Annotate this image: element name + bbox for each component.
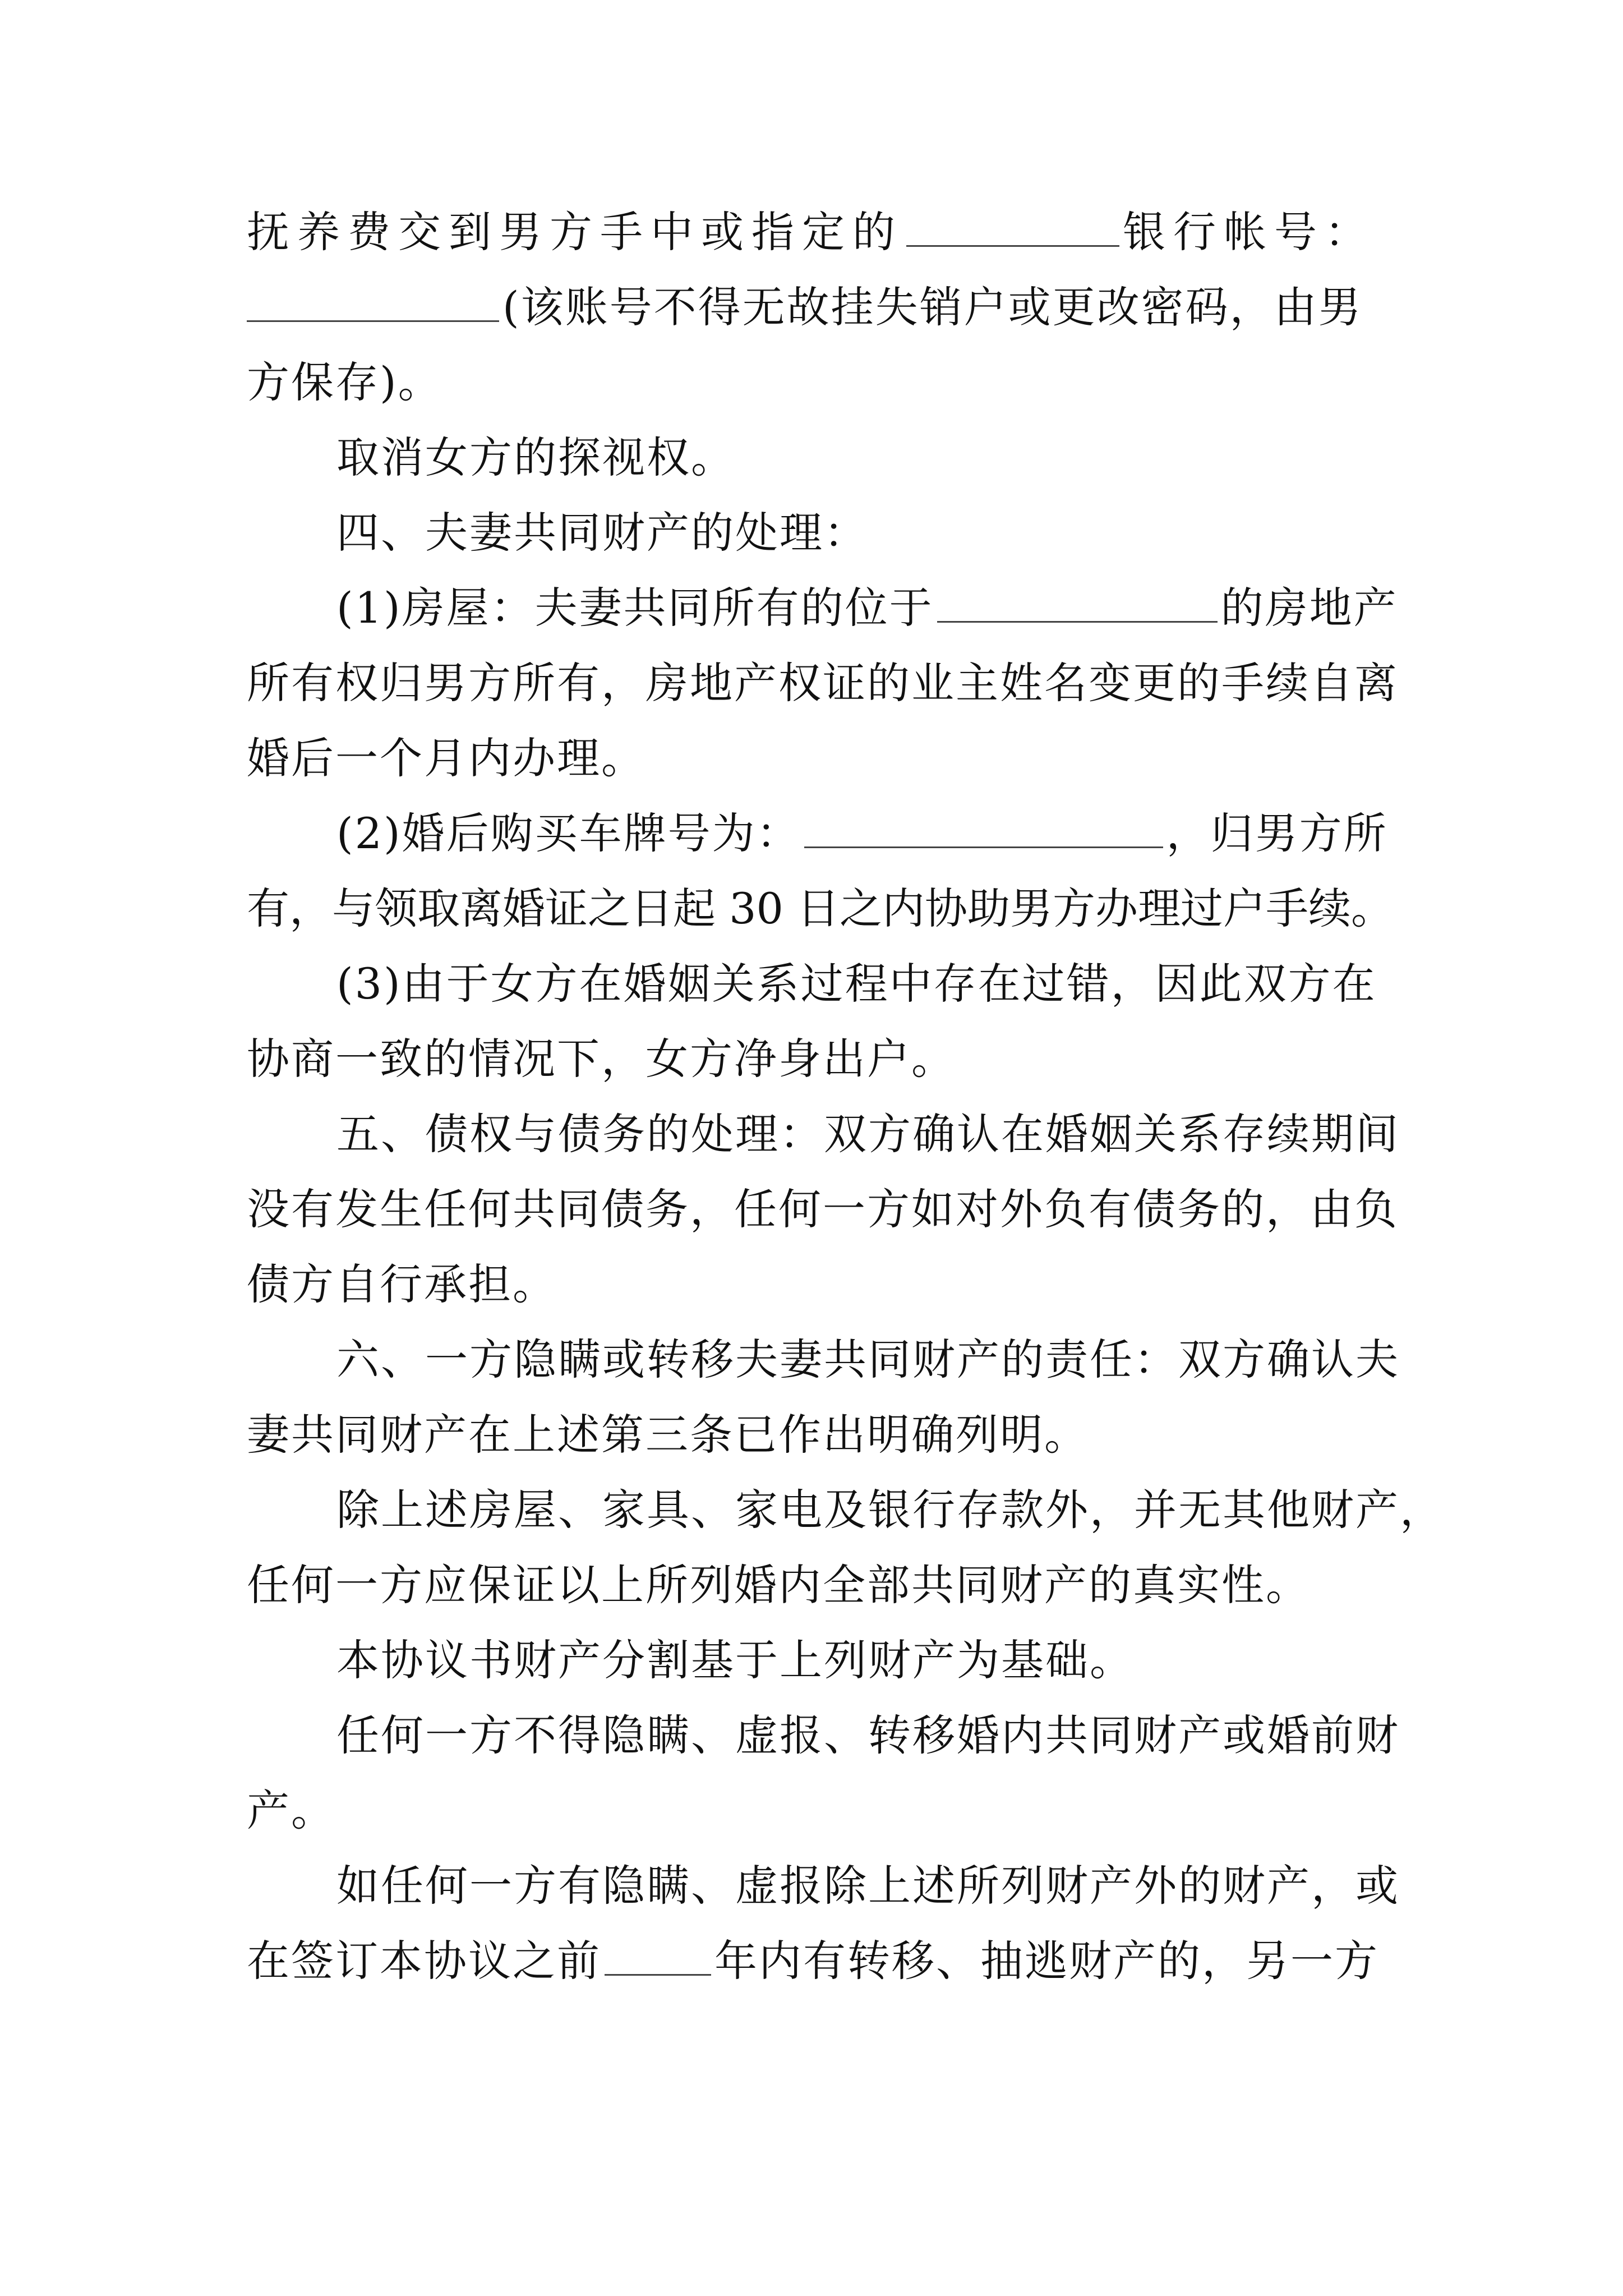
text-segment: 方保存)。	[247, 357, 442, 407]
text-segment: (1)房屋：夫妻共同所有的位于	[336, 583, 934, 633]
paragraph-line-2	[247, 274, 1363, 341]
text-segment: 妻共同财产在上述第三条已作出明确列明。	[247, 1410, 1089, 1460]
text-segment: 婚后一个月内办理。	[247, 733, 645, 783]
text-segment: 债方自行承担。	[247, 1259, 557, 1309]
text-segment: 没有发生任何共同债务，任何一方如对外负有债务的，由负	[247, 1184, 1399, 1234]
text-segment: 如任何一方有隐瞒、虚报除上述所列财产外的财产，或	[336, 1861, 1400, 1911]
section-heading-5	[336, 1101, 1400, 1168]
section-heading-4	[336, 499, 868, 567]
text-segment: 协商一致的情况下，女方净身出户。	[247, 1034, 956, 1084]
paragraph-line-3	[247, 349, 442, 416]
paragraph-line-18	[336, 1476, 1444, 1544]
paragraph-line-7	[247, 650, 1399, 717]
text-segment: (2)婚后购买车牌号为：	[336, 808, 801, 858]
paragraph-line-19	[247, 1552, 1310, 1619]
paragraph-line-1	[247, 199, 1375, 266]
text-segment: 所有权归男方所有，房地产权证的业主姓名变更的手续自离	[247, 658, 1399, 708]
fill-in-blank	[937, 582, 1218, 623]
paragraph-line-23	[336, 1852, 1400, 1920]
fill-in-blank	[605, 1935, 711, 1976]
paragraph-line-14	[247, 1176, 1399, 1243]
paragraph-line-11	[336, 950, 1377, 1018]
paragraph-line-21	[336, 1702, 1400, 1769]
text-segment: (3)由于女方在婚姻关系过程中存在过错，因此双方在	[336, 959, 1377, 1009]
paragraph-line-9	[336, 800, 1388, 867]
paragraph-line-12	[247, 1025, 956, 1093]
text-segment: 本协议书财产分割基于上列财产为基础。	[336, 1635, 1134, 1685]
paragraph-line-6	[336, 574, 1398, 642]
paragraph-line-24	[247, 1927, 1379, 1995]
text-segment: 五、债权与债务的处理：双方确认在婚姻关系存续期间	[336, 1109, 1400, 1159]
paragraph-line-22	[247, 1777, 335, 1844]
text-segment: 的房地产	[1220, 583, 1398, 633]
fill-in-blank	[804, 807, 1163, 848]
text-segment: 任何一方应保证以上所列婚内全部共同财产的真实性。	[247, 1560, 1310, 1610]
text-segment: 任何一方不得隐瞒、虚报、转移婚内共同财产或婚前财	[336, 1710, 1400, 1760]
paragraph-line-15	[247, 1251, 557, 1318]
text-segment: 四、夫妻共同财产的处理：	[336, 508, 868, 558]
paragraph-line-10	[247, 875, 1394, 942]
fill-in-blank	[906, 206, 1119, 247]
text-segment: 有，与领取离婚证之日起 30 日之内协助男方办理过户手续。	[247, 884, 1394, 933]
fill-in-blank	[247, 281, 499, 322]
paragraph-line-20	[336, 1627, 1134, 1694]
text-segment: 取消女方的探视权。	[336, 432, 735, 482]
text-segment: 六、一方隐瞒或转移夫妻共同财产的责任：双方确认夫	[336, 1335, 1400, 1384]
text-segment: 除上述房屋、家具、家电及银行存款外，并无其他财产，	[336, 1485, 1444, 1535]
text-segment: 抚养费交到男方手中或指定的	[247, 207, 903, 257]
text-segment: ，归男方所	[1166, 808, 1388, 858]
paragraph-line-17	[247, 1401, 1089, 1469]
text-segment: 年内有转移、抽逃财产的，另一方	[714, 1936, 1379, 1986]
text-segment: 在签订本协议之前	[247, 1936, 601, 1986]
paragraph-line-8	[247, 725, 645, 792]
text-segment: (该账号不得无故挂失销户或更改密码，由男	[502, 282, 1363, 332]
text-segment: 产。	[247, 1786, 335, 1835]
text-segment: 银行帐号：	[1123, 207, 1375, 257]
paragraph-line-4	[336, 424, 735, 491]
section-heading-6	[336, 1326, 1400, 1393]
